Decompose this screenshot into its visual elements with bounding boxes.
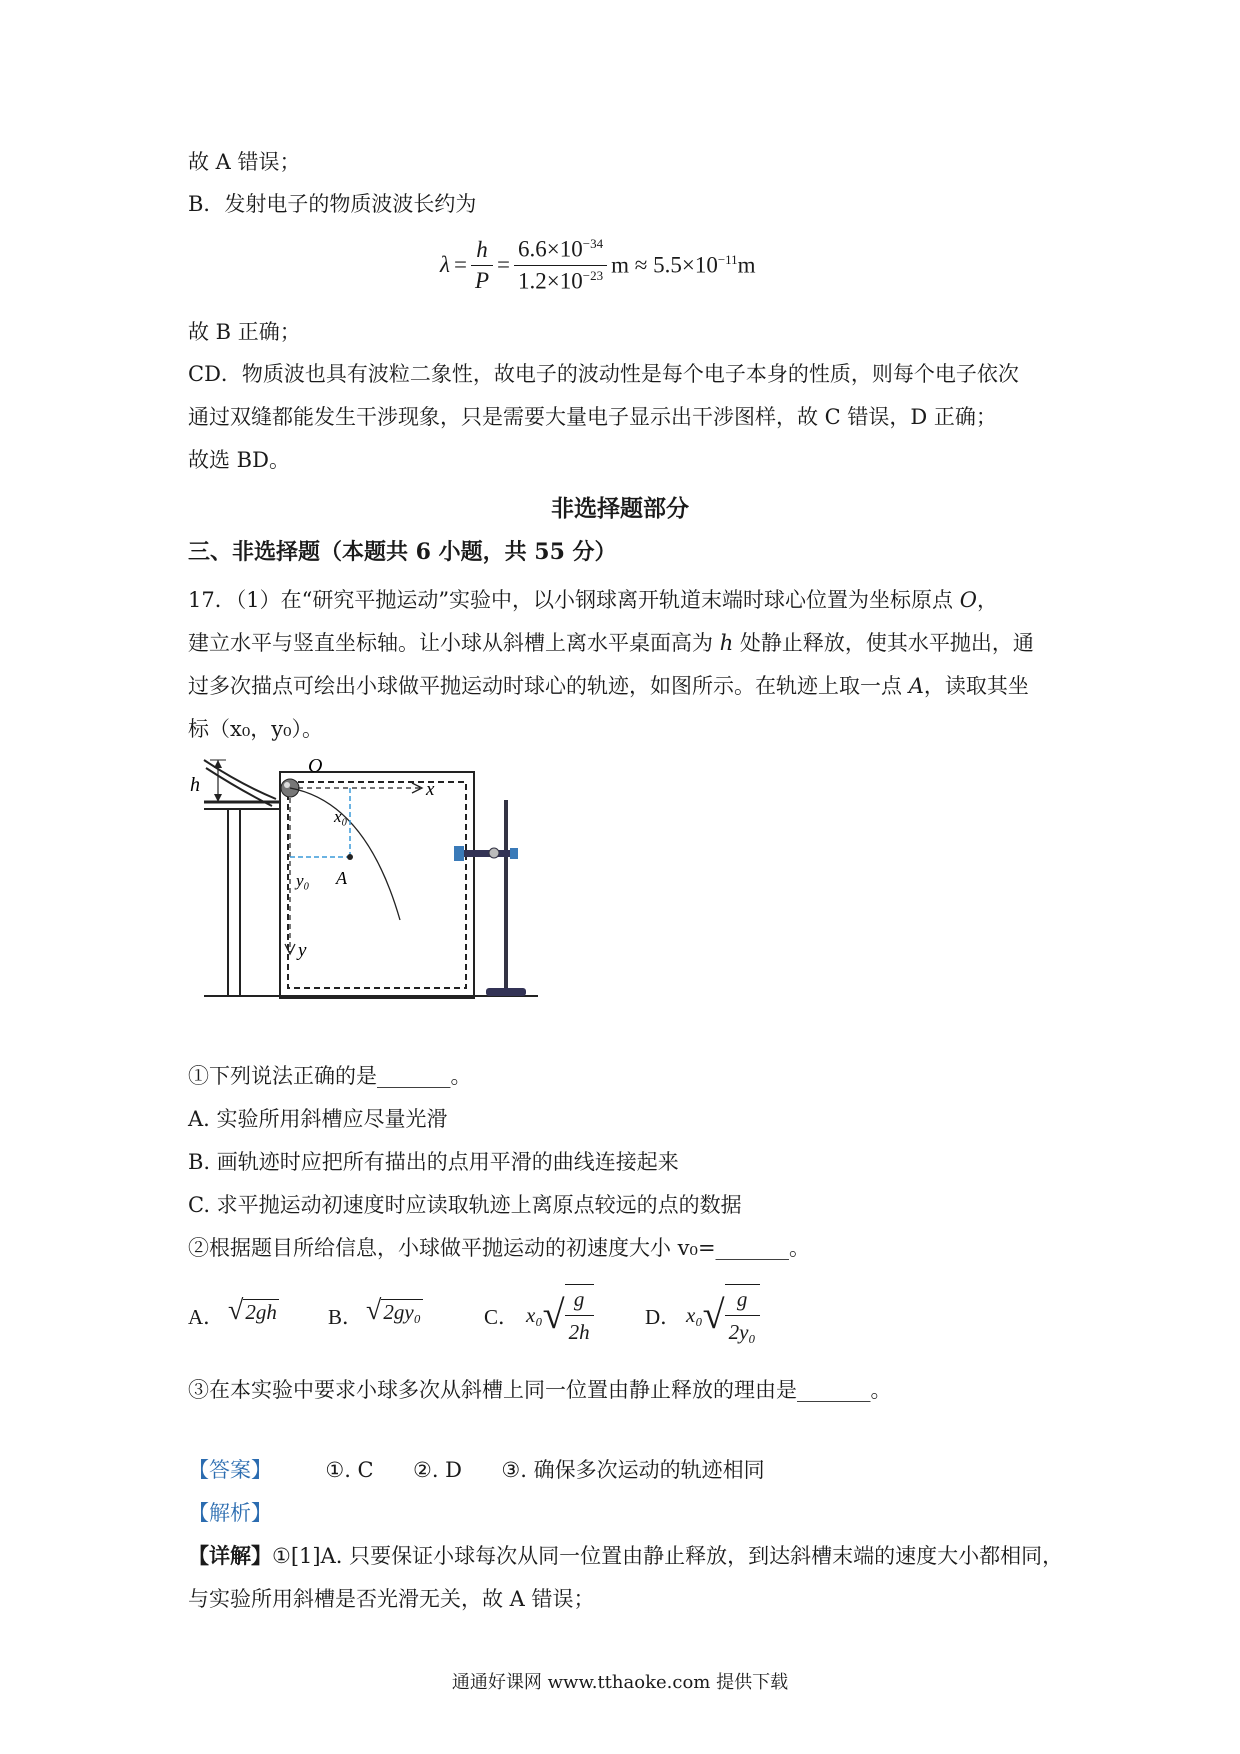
text-line: CD．物质波也具有波粒二象性，故电子的波动性是每个电子本身的性质，则每个电子依次: [188, 362, 1019, 386]
clamp-head: [454, 846, 464, 861]
projectile-experiment-figure: [188, 756, 548, 1006]
ramp-curve: [204, 760, 276, 799]
option-D-formula: x₀ √ $\frac{g}{\text{2y₀}}$: [686, 1284, 760, 1346]
text-line: B．发射电子的物质波波长约为: [188, 192, 477, 216]
point-A: [347, 854, 353, 860]
text-line: 通过双缝都能发生干涉现象，只是需要大量电子显示出干涉图样，故 C 错误，D 正确；: [188, 405, 997, 429]
answer-label: 【答案】: [188, 1458, 272, 1482]
option-text: A. 实验所用斜槽应尽量光滑: [188, 1107, 448, 1131]
label-A: A: [336, 868, 347, 888]
label-x0: x₀: [334, 807, 348, 826]
option-text: B. 画轨迹时应把所有描出的点用平滑的曲线连接起来: [188, 1150, 679, 1174]
detail-line: 【详解】①[1]A. 只要保证小球每次从同一位置由静止释放，到达斜槽末端的速度大小都相同，: [188, 1543, 1064, 1568]
question-text: 17．（1）在“研究平抛运动”实验中，以小钢球离开轨道末端时球心位置为坐标原点 O，: [188, 588, 998, 612]
option-A-formula: √2gh: [228, 1295, 277, 1326]
label-O: O: [308, 756, 323, 777]
equals-sign: =: [497, 252, 510, 278]
stand-base: [486, 988, 526, 996]
sub-question-1: ①下列说法正确的是_______。: [188, 1064, 472, 1088]
label-y: y: [298, 940, 307, 961]
fraction-numeric: $\frac{6.6\times 10^{-34}}{1.2\times 10^{-23}}$: [514, 236, 607, 294]
question-text: 过多次描点可绘出小球做平抛运动时球心的轨迹，如图所示。在轨迹上取一点 A，读取其坐: [188, 674, 1029, 698]
text-line: 故选 BD。: [188, 448, 290, 472]
option-C: C．: [484, 1305, 520, 1329]
analysis-label: 【解析】: [188, 1501, 272, 1525]
part-heading: 三、非选择题（本题共 6 小题，共 55 分）: [188, 539, 617, 565]
clamp: [460, 850, 512, 857]
option-C-formula: x₀ √ $\frac{g}{2h}$: [526, 1284, 594, 1346]
option-B-formula: √2gy₀: [366, 1295, 421, 1326]
sub-question-2: ②根据题目所给信息，小球做平抛运动的初速度大小 v₀=_______。: [188, 1236, 811, 1260]
label-x: x: [426, 779, 435, 800]
question-text: 建立水平与竖直坐标轴。让小球从斜槽上离水平桌面高为 h 处静止释放，使其水平抛出，通: [188, 631, 1034, 655]
answer-2: ②. D: [413, 1458, 463, 1482]
option-D: D．: [645, 1305, 682, 1329]
paper-outline: [288, 782, 466, 988]
lambda-symbol: λ: [440, 252, 450, 278]
label-h: h: [190, 774, 200, 796]
option-B: B．: [328, 1305, 364, 1329]
text-line: 故 A 错误；: [188, 150, 301, 174]
equals-sign: =: [453, 252, 467, 278]
lambda-formula: [440, 236, 756, 294]
answer-line: [188, 1456, 765, 1484]
detail-line: 与实验所用斜槽是否光滑无关，故 A 错误；: [188, 1587, 595, 1611]
fraction-h-over-p: $\frac{h}{P}$: [471, 237, 493, 294]
answer-1: ①. C: [325, 1458, 374, 1482]
label-y0: y₀: [296, 871, 310, 890]
section-title: 非选择题部分: [551, 495, 689, 522]
footer: 通通好课网 www.tthaoke.com 提供下载: [451, 1672, 789, 1693]
ramp-curve: [206, 768, 272, 806]
question-text: 标（x₀，y₀）。: [188, 717, 324, 741]
answer-3: ③. 确保多次运动的轨迹相同: [501, 1458, 765, 1482]
text-line: 故 B 正确；: [188, 320, 301, 344]
sub-question-3: ③在本实验中要求小球多次从斜槽上同一位置由静止释放的理由是_______。: [188, 1378, 892, 1402]
option-text: C. 求平抛运动初速度时应读取轨迹上离原点较远的点的数据: [188, 1193, 742, 1217]
option-A: A．: [188, 1305, 225, 1329]
result-value: $m \approx 5.5\times 10^{-11}m$: [611, 251, 756, 278]
